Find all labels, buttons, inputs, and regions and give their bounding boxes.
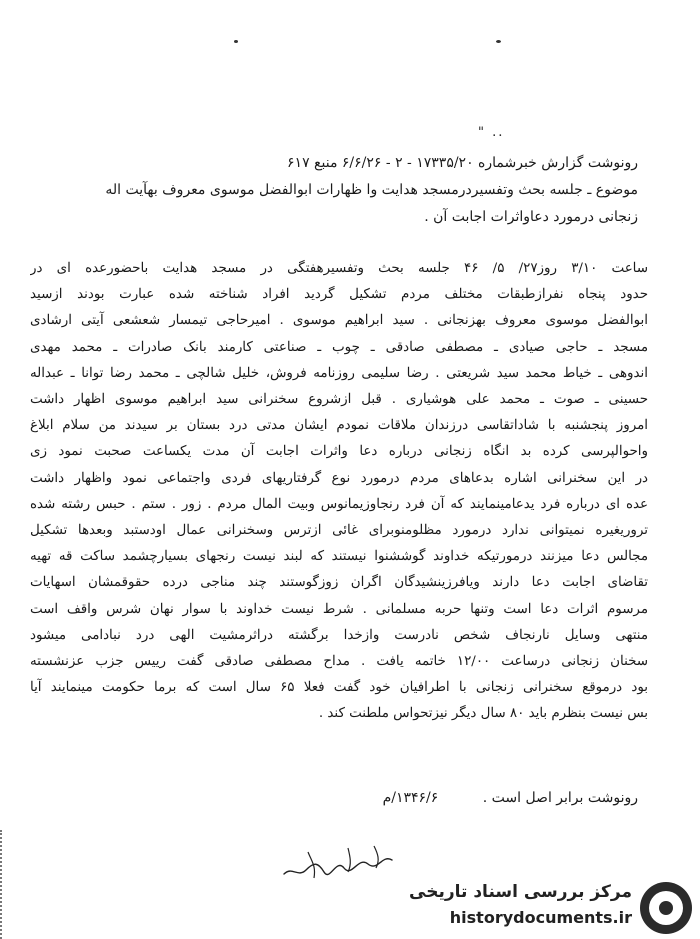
archive-title: مرکز بررسی اسناد تاریخی bbox=[409, 882, 632, 902]
body-line: بود درموقع سخنرانی زنجانی با اطرافیان خود گفت فعلا ۶۵ سال است که برما حکومت مینمایند آیا bbox=[30, 680, 648, 696]
body-line: اندوهی ـ خیاط محمد سید شریعتی . رضا سلیمی روزنامه فروش، خلیل شالچی ـ محمد رضا توانا ـ عبداله bbox=[30, 365, 648, 381]
body-line: مجالس دعا میزنند درمورتیکه خداوند گوششنوا نیستند که لبند نیست رنجهای بسیارچشمد ساکت قه تهیه bbox=[30, 549, 648, 565]
body-line: سخنان زنجانی درساعت ۱۲/۰۰ خاتمه یافت . مداح مصطفی صادقی گفت رییس جزب عزنشسته bbox=[30, 654, 648, 670]
report-body bbox=[30, 256, 648, 728]
body-line: عده ای درباره فرد یدعامینمایند که آن فرد رنجاوزیمانوس وبیت المال مردم . زور . ستم . حبس رشته شده bbox=[30, 496, 648, 512]
report-number-line: رونوشت گزارش خبرشماره ۱۷۳۳۵/۲۰ - ۲ - ۶/۶/۲۶ منبع ۶۱۷ bbox=[287, 155, 638, 171]
archive-website: historydocuments.ir bbox=[449, 908, 632, 927]
scan-speck bbox=[234, 40, 238, 43]
certified-copy-text: رونوشت برابر اصل است . bbox=[478, 790, 638, 806]
scan-speck bbox=[496, 40, 501, 43]
body-line: در این سخنرانی اشاره بدعاهای مردم درمورد نوع گرفتاریهای فردی واجتماعی نمود واظهار داشت bbox=[30, 470, 648, 486]
subject-continuation-line: زنجانی درمورد دعاواثرات اجابت آن . bbox=[424, 209, 638, 225]
body-line: امروز پنجشنبه با شاداتقاسی درزندان ملاقات نمودم ایشان مدتی درد بستان بر سیدند من سلام ابلاغ bbox=[30, 418, 648, 434]
body-line: تقاضای اجابت دعا دارند ویافرزینشیدگان اگران زوزگوستند چند مناجی درده حقوقمشان اسهایات bbox=[30, 575, 648, 591]
document-header bbox=[18, 150, 638, 231]
body-line: ابوالفضل موسوی معروف بهزنجانی . سید ابراهیم موسوی . امیرحاجی تیمسار شعشعی آیتی ارشادی bbox=[30, 313, 648, 329]
body-line: حدود پنجاه نفرازطبقات مختلف مردم تشکیل گردید افراد شناخته شده عبارت بودند ازسید bbox=[30, 287, 648, 303]
body-line: مسجد ـ حاجی صیادی ـ مصطفی صادقی ـ چوب ـ صناعتی کارمند بانک صادرات ـ محمد مهدی bbox=[30, 339, 648, 355]
archive-emblem-icon bbox=[640, 882, 692, 934]
archive-watermark bbox=[408, 878, 694, 936]
body-line: حسینی ـ صوت ـ محمد علی هوشیاری . قبل ازشروع سخنرانی سید ابراهیم موسوی اظهار داشت bbox=[30, 392, 648, 408]
document-date: ۱۳۴۶/۶/م bbox=[382, 790, 439, 806]
body-line: منتهی وسایل نارنجاف شخص نادرست وازخدا برگشته دراثرمشیت الهی درد نبادامی میشود bbox=[30, 627, 648, 643]
body-line: بس نیست بنظرم باید ۸۰ سال دیگر نیزتحواس ملطنت کند . bbox=[318, 706, 648, 722]
certified-copy-line bbox=[383, 790, 638, 806]
handwritten-signature bbox=[278, 838, 398, 886]
top-mark: " .. bbox=[478, 125, 505, 140]
subject-line: موضوع ـ جلسه بحث وتفسیردرمسجد هدایت وا ظهارات ابوالفضل موسوی معروف بهآیت اله bbox=[105, 182, 638, 198]
body-line: ساعت ۳/۱۰ روز۲۷/ ۵/ ۴۶ جلسه بحث وتفسیرهفتگی در مسجد هدایت باحضورعده ای در bbox=[30, 261, 648, 276]
body-line: تروریغیره نمیتوانی ندارد درمورد مظلومنوبرای غائی ازترس وسخنرانی عمال اودستبد وبعدها تشکیل bbox=[30, 523, 648, 539]
body-line: مرسوم اثرات دعا است وتنها حربه مسلمانی . شرط نیست خداوند با سوار نهان شرس واقف است bbox=[30, 601, 648, 617]
scan-edge-marks bbox=[0, 830, 8, 939]
body-line: واحوالپرسی کرده بد انگاه زنجانی درباره دعا واثرات اجابت آن مدت یکساعت صحبت نمود زی bbox=[30, 444, 648, 460]
